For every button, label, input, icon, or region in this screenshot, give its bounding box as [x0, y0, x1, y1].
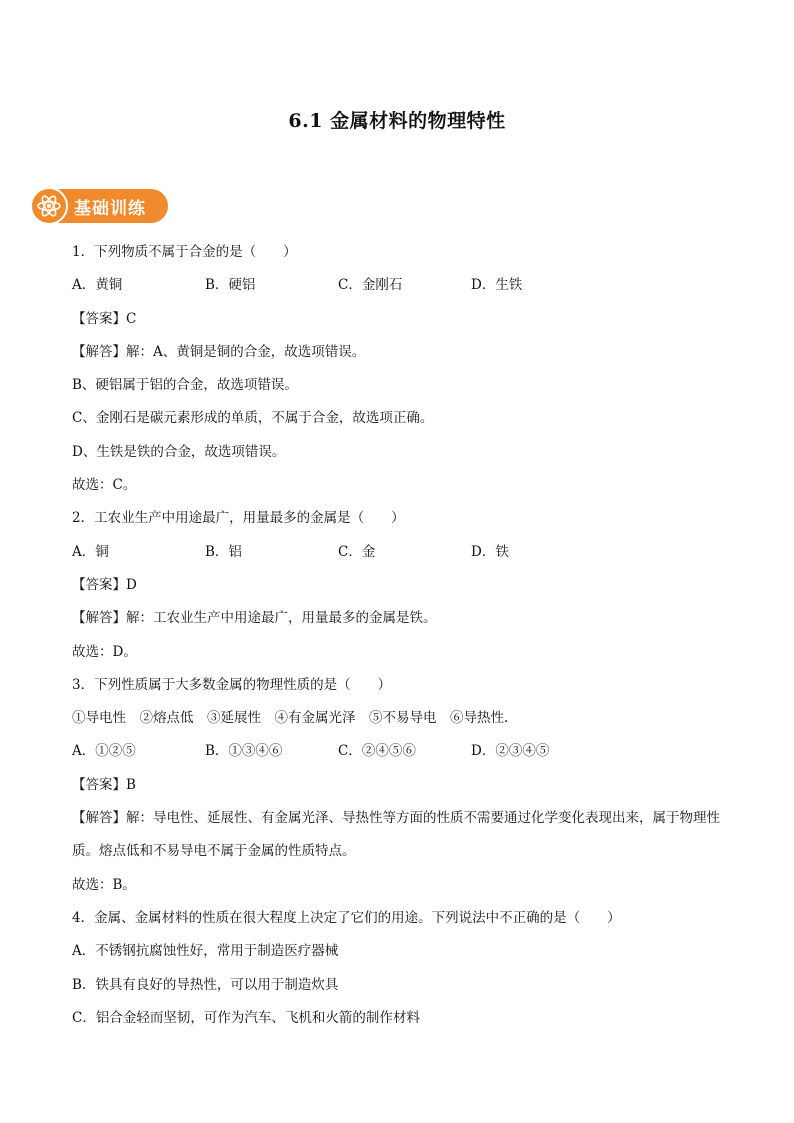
- atom-icon: [30, 187, 68, 225]
- explanation-line: 【解答】解：A、黄铜是铜的合金，故选项错误。: [72, 343, 366, 360]
- option: A．铜: [72, 543, 109, 560]
- option-row: [72, 536, 732, 569]
- explanation-line: D、生铁是铁的合金，故选项错误。: [72, 443, 286, 460]
- option: A．①②⑤: [72, 743, 136, 760]
- property-list: ①导电性 ②熔点低 ③延展性 ④有金属光泽 ⑤不易导电 ⑥导热性.: [72, 710, 509, 727]
- choice: A．不锈钢抗腐蚀性好，常用于制造医疗器械: [72, 943, 339, 960]
- option: C．金: [338, 543, 376, 560]
- explanation-paragraph: 【解答】解：导电性、延展性、有金属光泽、导热性等方面的性质不需要通过化学变化表现出来，属于物理性质。熔点低和不易导电不属于金属的性质特点。: [72, 810, 720, 860]
- option: A．黄铜: [72, 277, 123, 294]
- choice: C．铝合金轻而坚韧，可作为汽车、飞机和火箭的制作材料: [72, 1009, 420, 1026]
- option-row: [72, 735, 732, 768]
- question-stem: 3．下列性质属于大多数金属的物理性质的是（ ）: [72, 676, 392, 693]
- explanation-line: 故选：D。: [72, 643, 137, 660]
- answer: 【答案】D: [72, 576, 137, 593]
- option: B．①③④⑥: [205, 743, 283, 760]
- option: D．生铁: [471, 277, 523, 294]
- choice: B．铁具有良好的导热性，可以用于制造炊具: [72, 976, 339, 993]
- option: B．硬铝: [205, 277, 256, 294]
- question-list: [72, 236, 732, 1035]
- option-row: [72, 269, 732, 302]
- answer: 【答案】C: [72, 310, 137, 327]
- answer: 【答案】B: [72, 776, 136, 793]
- section-banner: [30, 187, 170, 225]
- question-stem: 4．金属、金属材料的性质在很大程度上决定了它们的用途。下列说法中不正确的是（ ）: [72, 909, 621, 926]
- explanation-line: B、硬铝属于铝的合金，故选项错误。: [72, 377, 298, 394]
- option: C．②④⑤⑥: [338, 743, 416, 760]
- explanation-line: 故选：B。: [72, 876, 136, 893]
- option: C．金刚石: [338, 277, 403, 294]
- section-label: 基础训练: [74, 199, 146, 219]
- explanation-line: 【解答】解：工农业生产中用途最广，用量最多的金属是铁。: [72, 610, 437, 627]
- explanation-line: 故选：C。: [72, 477, 137, 494]
- explanation-line: C、金刚石是碳元素形成的单质，不属于合金，故选项正确。: [72, 410, 434, 427]
- option: B．铝: [205, 543, 242, 560]
- question-stem: 2．工农业生产中用途最广，用量最多的金属是（ ）: [72, 510, 405, 527]
- page-title: 6.1 金属材料的物理特性: [288, 110, 506, 132]
- question-stem: 1．下列物质不属于合金的是（ ）: [72, 244, 297, 260]
- option: D．铁: [471, 543, 509, 560]
- option: D．②③④⑤: [471, 743, 550, 760]
